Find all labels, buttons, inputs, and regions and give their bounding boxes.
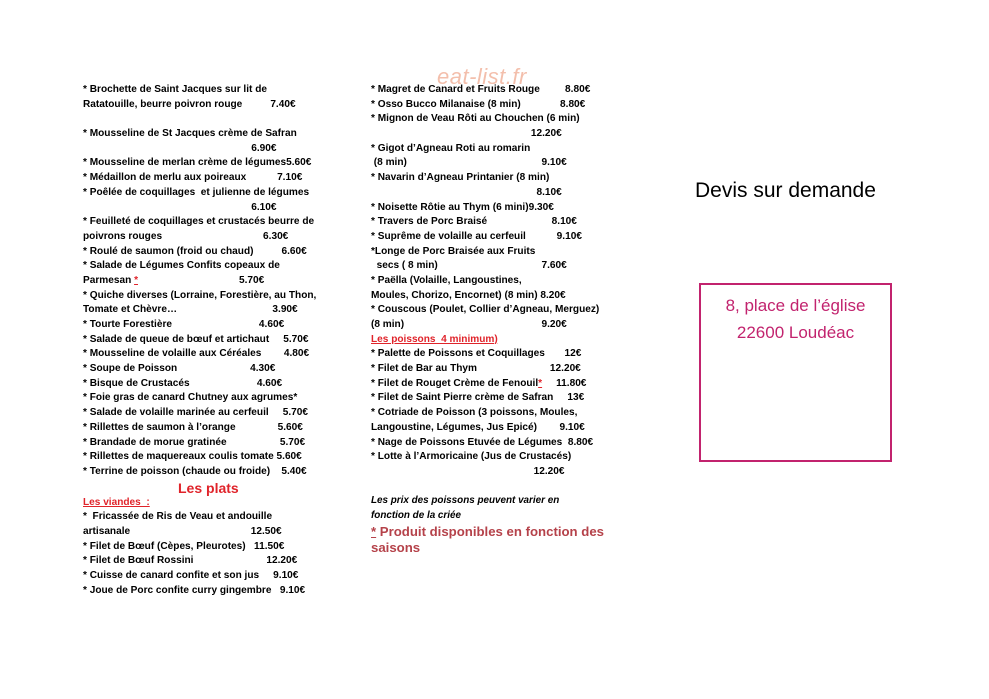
menu-line-text: Ratatouille, beurre poivron rouge 7.40€ bbox=[83, 98, 296, 110]
menu-line bbox=[83, 274, 345, 289]
menu-line-text: * Filet de Bar au Thym 12.20€ bbox=[371, 363, 581, 375]
availability-note bbox=[371, 524, 621, 541]
menu-line-text: * Lotte à l’Armoricaine (Jus de Crustacés) bbox=[371, 451, 572, 463]
section-heading: Les plats bbox=[178, 479, 239, 496]
menu-line-text: secs ( 8 min) 7.60€ bbox=[371, 260, 567, 272]
menu-line bbox=[371, 436, 621, 451]
menu-line-text: * Terrine de poisson (chaude ou froide) 5.40€ bbox=[83, 465, 307, 477]
menu-line-text: * Cuisse de canard confite et son jus 9.10€ bbox=[83, 570, 299, 581]
menu-line bbox=[371, 230, 621, 245]
menu-line bbox=[371, 318, 621, 333]
address-street: 8, place de l’église bbox=[725, 296, 866, 315]
menu-line-text: * Fricassée de Ris de Veau et andouille bbox=[83, 511, 273, 523]
spacer bbox=[371, 480, 621, 495]
menu-line-text: * Nage de Poissons Etuvée de Légumes 8.80€ bbox=[371, 436, 594, 448]
menu-line-text: (8 min) 9.10€ bbox=[371, 157, 567, 169]
menu-line-text: * Mousseline de St Jacques crème de Safran bbox=[83, 128, 297, 140]
menu-line-price: 11.80€ bbox=[542, 377, 587, 389]
menu-line bbox=[83, 98, 345, 113]
menu-line-text: * Magret de Canard et Fruits Rouge 8.80€ bbox=[371, 84, 591, 95]
menu-line-text: * Filet de Bœuf (Cèpes, Pleurotes) 11.50€ bbox=[83, 540, 285, 552]
menu-line-text: * Travers de Porc Braisé 8.10€ bbox=[371, 216, 577, 228]
menu-line bbox=[371, 377, 621, 392]
menu-line bbox=[83, 142, 345, 157]
menu-line bbox=[83, 540, 345, 555]
menu-line bbox=[83, 391, 345, 406]
menu-line bbox=[83, 584, 345, 599]
price-note: fonction de la criée bbox=[371, 509, 461, 521]
menu-line bbox=[371, 289, 621, 304]
menu-line bbox=[83, 436, 345, 451]
menu-line-text: * Roulé de saumon (froid ou chaud) 6.60€ bbox=[83, 245, 307, 257]
address-box bbox=[699, 283, 892, 462]
menu-line-text: poivrons rouges 6.30€ bbox=[83, 230, 289, 242]
menu-line-text: * Soupe de Poisson 4.30€ bbox=[83, 363, 276, 375]
menu-line bbox=[83, 510, 345, 525]
asterisk-mark: * bbox=[371, 523, 377, 539]
menu-line bbox=[371, 465, 621, 480]
menu-line-text: * Mousseline de merlan crème de légumes5.60€ bbox=[83, 157, 312, 169]
menu-line-price: 5.70€ bbox=[138, 274, 265, 286]
menu-line bbox=[371, 156, 621, 171]
menu-line-text: * Bisque de Crustacés 4.60€ bbox=[83, 377, 283, 389]
menu-line bbox=[83, 230, 345, 245]
menu-line bbox=[83, 465, 345, 480]
address-city: 22600 Loudéac bbox=[736, 323, 855, 342]
menu-line-text: * Rillettes de saumon à l’orange 5.60€ bbox=[83, 421, 303, 433]
menu-line bbox=[371, 98, 621, 113]
menu-line-text: * Salade de queue de bœuf et artichaut 5.70€ bbox=[83, 333, 309, 345]
menu-line bbox=[83, 83, 345, 98]
menu-line-text: Tomate et Chèvre… 3.90€ bbox=[83, 304, 298, 316]
menu-line-text: * Filet de Saint Pierre crème de Safran 13€ bbox=[371, 392, 585, 404]
menu-line-text: * Cotriade de Poisson (3 poissons, Moules, bbox=[371, 407, 578, 419]
menu-line bbox=[83, 450, 345, 465]
quote-on-request: Devis sur demande bbox=[695, 179, 876, 202]
menu-line bbox=[371, 347, 621, 362]
menu-line bbox=[83, 171, 345, 186]
watermark-logo: eat-list.fr bbox=[437, 64, 527, 89]
menu-line-text: * Gigot d’Agneau Roti au romarin bbox=[371, 142, 531, 154]
menu-line bbox=[371, 391, 621, 406]
menu-line bbox=[371, 83, 621, 98]
menu-line bbox=[83, 245, 345, 260]
menu-line-text: * Noisette Rôtie au Thym (6 mini)9.30€ bbox=[371, 201, 554, 213]
menu-line-text: * Médaillon de merlu aux poireaux 7.10€ bbox=[83, 172, 303, 184]
menu-line bbox=[83, 201, 345, 216]
menu-line bbox=[371, 303, 621, 318]
menu-line-text: * Couscous (Poulet, Collier d’Agneau, Merguez) bbox=[371, 304, 600, 316]
menu-line-text: artisanale 12.50€ bbox=[83, 525, 282, 537]
menu-line-text: 6.90€ bbox=[83, 142, 277, 154]
menu-line-text: * Tourte Forestière 4.60€ bbox=[83, 319, 285, 330]
menu-line-text: Moules, Chorizo, Encornet) (8 min) 8.20€ bbox=[371, 289, 566, 301]
menu-line-text: 12.20€ bbox=[371, 128, 562, 140]
menu-line-text: * Mousseline de volaille aux Céréales 4.80€ bbox=[83, 348, 310, 360]
category-heading bbox=[83, 496, 345, 511]
menu-line bbox=[371, 127, 621, 142]
menu-line bbox=[83, 289, 345, 304]
menu-column-left bbox=[83, 83, 345, 598]
menu-line bbox=[371, 215, 621, 230]
menu-line-text: * Filet de Bœuf Rossini 12.20€ bbox=[83, 555, 298, 567]
menu-line-text: * Osso Bucco Milanaise (8 min) 8.80€ bbox=[371, 98, 586, 110]
spacer bbox=[83, 112, 345, 127]
menu-line bbox=[83, 259, 345, 274]
menu-line-text: * Salade de volaille marinée au cerfeuil 5.70€ bbox=[83, 407, 308, 419]
menu-line-text: * Palette de Poissons et Coquillages 12€ bbox=[371, 348, 582, 360]
menu-line-text: * Poêlée de coquillages et julienne de légumes bbox=[83, 186, 310, 198]
menu-line-text: 6.10€ bbox=[83, 201, 277, 213]
menu-line bbox=[83, 186, 345, 201]
menu-line bbox=[83, 377, 345, 392]
menu-line-text: * Filet de Rouget Crème de Fenouil bbox=[371, 377, 539, 389]
menu-line bbox=[371, 201, 621, 216]
menu-line bbox=[83, 215, 345, 230]
menu-line-text: 12.20€ bbox=[371, 465, 565, 477]
menu-line bbox=[371, 245, 621, 260]
menu-line-text: * Joue de Porc confite curry gingembre 9.10€ bbox=[83, 584, 306, 596]
asterisk-mark: * bbox=[134, 274, 138, 286]
menu-line bbox=[371, 274, 621, 289]
menu-line-text: * Brochette de Saint Jacques sur lit de bbox=[83, 84, 267, 95]
menu-line-text: * Quiche diverses (Lorraine, Forestière, au Thon, bbox=[83, 289, 317, 301]
price-note: Les prix des poissons peuvent varier en bbox=[371, 495, 560, 507]
menu-line bbox=[371, 112, 621, 127]
menu-line-text: 8.10€ bbox=[371, 186, 562, 198]
menu-line-text: *Longe de Porc Braisée aux Fruits bbox=[371, 245, 536, 257]
menu-line bbox=[371, 142, 621, 157]
category-heading-text: Les poissons 4 minimum) bbox=[371, 333, 498, 345]
menu-line-text: * Rillettes de maquereaux coulis tomate 5.60€ bbox=[83, 451, 302, 463]
menu-line bbox=[83, 406, 345, 421]
menu-line bbox=[83, 525, 345, 540]
menu-line bbox=[83, 554, 345, 569]
menu-line bbox=[83, 156, 345, 171]
menu-line bbox=[83, 127, 345, 142]
menu-line-text: * Brandade de morue gratinée 5.70€ bbox=[83, 436, 306, 448]
menu-line bbox=[83, 333, 345, 348]
category-heading-text: Les viandes : bbox=[83, 496, 150, 508]
menu-line-text: * Salade de Légumes Confits copeaux de bbox=[83, 260, 280, 272]
menu-line-text: (8 min) 9.20€ bbox=[371, 319, 567, 330]
availability-note-text: Produit disponibles en fonction des bbox=[376, 523, 604, 539]
menu-line bbox=[83, 303, 345, 318]
menu-line bbox=[83, 421, 345, 436]
menu-line bbox=[83, 569, 345, 584]
menu-line bbox=[83, 362, 345, 377]
menu-line-text: * Navarin d’Agneau Printanier (8 min) bbox=[371, 172, 550, 184]
menu-line-text: * Paëlla (Volaille, Langoustines, bbox=[371, 274, 522, 286]
menu-line-text: Parmesan bbox=[83, 274, 135, 286]
menu-line bbox=[83, 318, 345, 333]
menu-column-right bbox=[371, 83, 621, 557]
asterisk-mark: * bbox=[538, 377, 543, 389]
menu-line-text: * Feuilleté de coquillages et crustacés beurre de bbox=[83, 216, 315, 228]
menu-line bbox=[371, 362, 621, 377]
menu-line-text: * Foie gras de canard Chutney aux agrumes* bbox=[83, 392, 298, 404]
menu-line bbox=[371, 421, 621, 436]
menu-line-text: * Suprême de volaille au cerfeuil 9.10€ bbox=[371, 230, 582, 242]
menu-line bbox=[371, 186, 621, 201]
menu-line bbox=[371, 450, 621, 465]
menu-line-text: Langoustine, Légumes, Jus Epicé) 9.10€ bbox=[371, 421, 585, 433]
menu-line bbox=[371, 406, 621, 421]
menu-line bbox=[371, 259, 621, 274]
availability-note-cont: saisons bbox=[371, 540, 421, 556]
menu-line bbox=[371, 171, 621, 186]
menu-line bbox=[83, 347, 345, 362]
menu-line-text: * Mignon de Veau Rôti au Chouchen (6 min) bbox=[371, 113, 580, 125]
category-heading bbox=[371, 333, 621, 348]
